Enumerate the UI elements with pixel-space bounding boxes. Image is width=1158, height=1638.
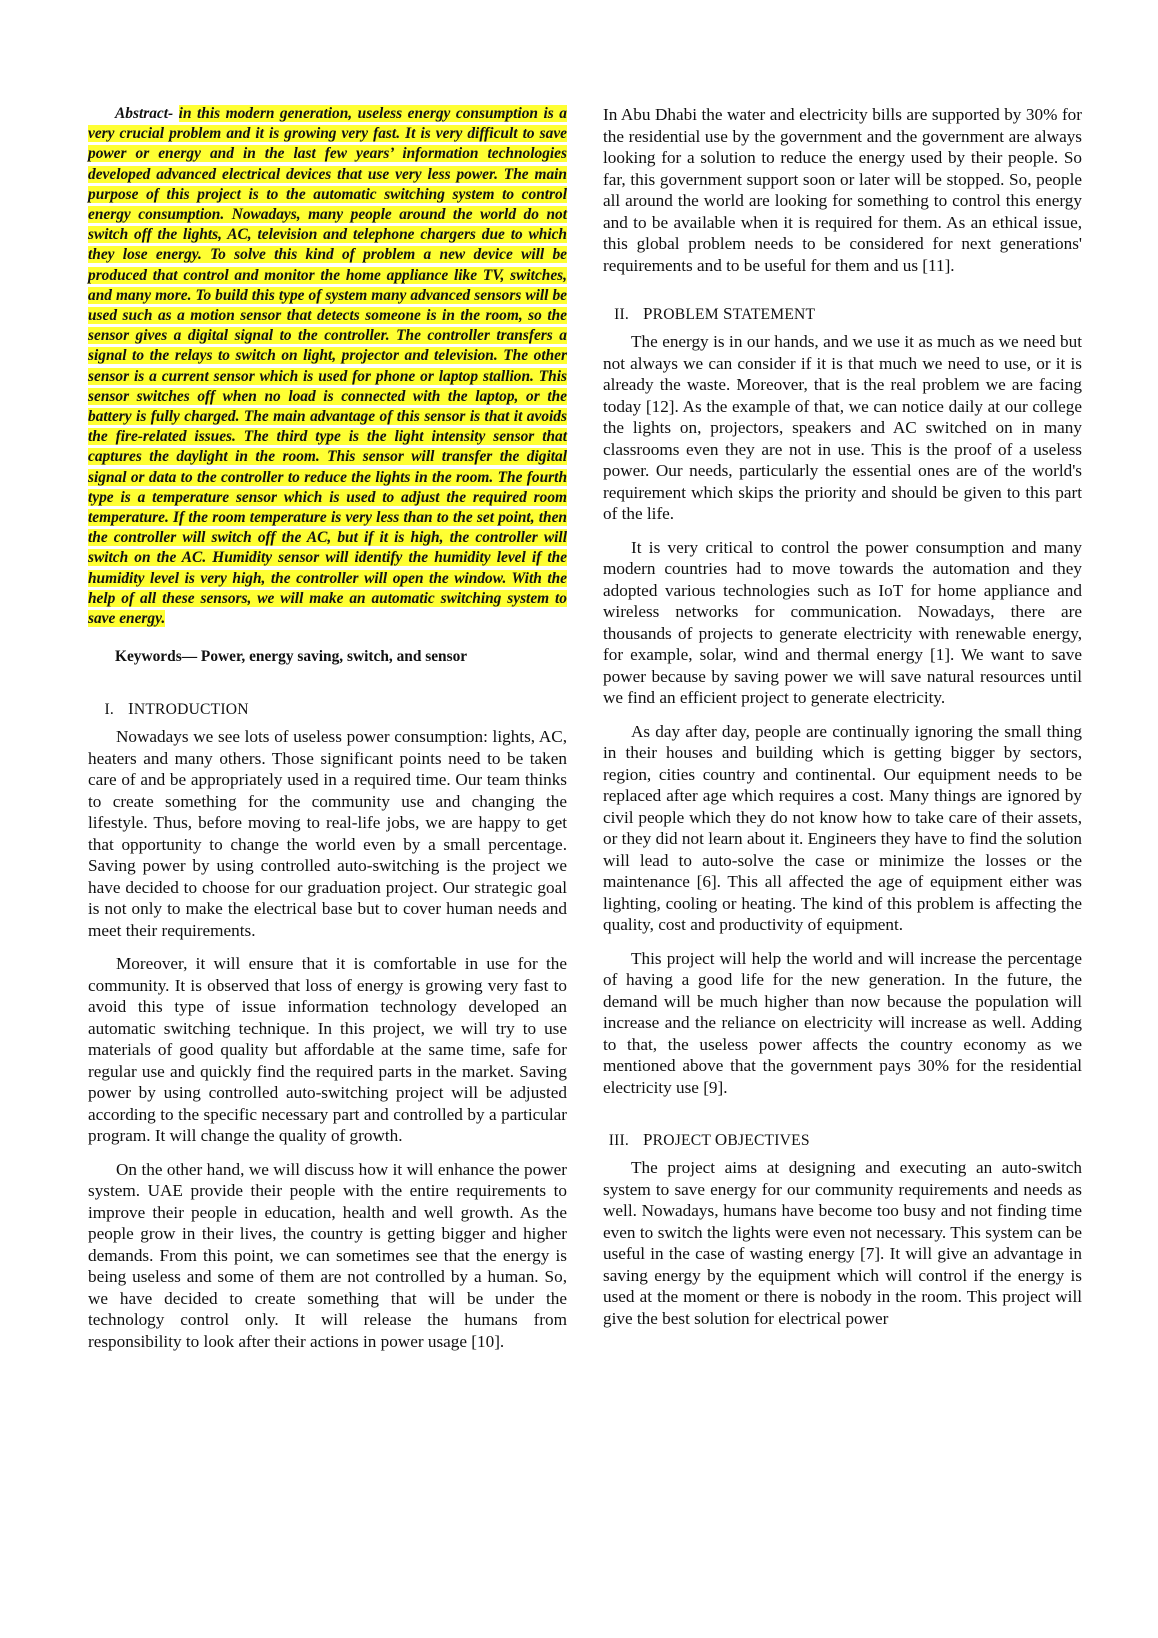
section-number: I.: [104, 701, 114, 719]
section-heading-problem-statement: II. PROBLEM STATEMENT: [603, 304, 1082, 325]
abstract: [88, 104, 567, 629]
section-heading-project-objectives: III. PROJECT OBJECTIVES: [603, 1130, 1082, 1151]
paragraph: Moreover, it will ensure that it is comfortable in use for the community. It is observed that loss of energy is growing very fast to avoid this type of issue information technology developed an automatic switching technique. In this project, we will try to use materials of good quality but affordable at the same time, safe for regular use and quickly find the required parts in the market. Saving power by using controlled auto-switching project will be adjusted according to the specific necessary part and controlled by a particular program. It will change the quality of growth.: [88, 954, 567, 1146]
paragraph: On the other hand, we will discuss how it will enhance the power system. UAE provide their people with the entire requirements to improve their people in education, health and well growth. As the people grow in their lives, the country is getting bigger and higher demands. From this point, we can sometimes see that the energy is being useless and some of them are not controlled by a human. So, we have decided to create something that will be under the technology control only. It will release the humans from responsibility to look after their actions in power usage [10].: [88, 1159, 567, 1351]
paragraph: Nowadays we see lots of useless power consumption: lights, AC, heaters and many others. Those significant points need to be taken care of and be appropriately used in a required time. Our team thinks to create something for the community use and changing the lifestyle. Thus, before moving to real-life jobs, we are happy to get that opportunity to change the world even by a small percentage. Saving power by using controlled auto-switching is the project we have decided to choose for our graduation project. Our strategic goal is not only to make the electrical base but to cover human needs and meet their requirements.: [88, 727, 567, 940]
section-number: III.: [608, 1132, 629, 1149]
paragraph: This project will help the world and will increase the percentage of having a good life for the new generation. In the future, the demand will be much higher than now because the population will increase and the reliance on electricity will increase as well. Adding to that, the useless power affects the country economy as we mentioned above that the government pays 30% for the residential electricity use [9].: [603, 948, 1082, 1097]
left-column: [88, 104, 567, 1364]
section-heading-introduction: I. INTRODUCTION: [88, 699, 567, 720]
paragraph: The project aims at designing and executing an auto-switch system to save energy for our community requirements and needs as well. Nowadays, humans have become too busy and not finding time even to switch the lights were even not necessary. This system can be useful in the case of wasting energy [7]. It will give an advantage in saving energy by the equipment which will control if the energy is used at the moment or there is nobody in the room. This project will give the best solution for electrical power: [603, 1158, 1082, 1328]
paragraph: In Abu Dhabi the water and electricity bills are supported by 30% for the residential use by the government and the government are always looking for a solution to reduce the energy used by their people. So far, this government support soon or later will be stopped. So, people all around the world are looking for something to control this energy and to be available when it is required for them. As an ethical issue, this global problem needs to be considered for next generations' requirements and to be useful for them and us [11].: [603, 105, 1082, 275]
paragraph: The energy is in our hands, and we use it as much as we need but not always we can consider if it is that much we need to use, or it is already the waste. Moreover, that is the real problem we are facing today [12]. As the example of that, we can notice daily at our college the lights on, projectors, speakers and AC switched on in many classrooms even they are not in use. This is the proof of a useless power. Our needs, particularly the essential ones are of the world's requirement which skips the priority and should be given to this part of the life.: [603, 332, 1082, 523]
right-column: [603, 104, 1082, 1341]
abstract-label: Abstract-: [115, 105, 174, 122]
section-number: II.: [614, 306, 629, 323]
abstract-text: in this modern generation, useless energy consumption is a very crucial problem and it is growing very fast. It is very difficult to save power or energy and in the last few years’ information technologies developed advanced electrical devices that use very less power. The main purpose of this project is to the automatic switching system to control energy consumption. Nowadays, many people around the world do not switch off the lights, AC, television and telephone chargers due to which they lose energy. To solve this kind of problem a new device will be produced that control and monitor the home appliance like TV, switches, and many more. To build this type of system many advanced sensors will be used such as a motion sensor that detects someone is in the room, so the sensor gives a digital signal to the controller. The controller transfers a signal to the relays to switch on light, projector and television. The other sensor is a current sensor which is used for phone or laptop stallion. This sensor switches off when no load is connected with the laptop, or the battery is fully charged. The main advantage of this sensor is that it avoids the fire-related issues. The third type is the light intensity sensor that captures the daylight in the room. This sensor will transfer the digital signal or data to the controller to reduce the lights in the room. The fourth type is a temperature sensor which is used to adjust the required room temperature. If the room temperature is very less than to the set point, then the controller will switch off the AC, but if it is high, the controller will switch on the AC. Humidity sensor will identify the humidity level if the humidity level is very high, the controller will open the window. With the help of all these sensors, we will make an automatic switching system to save energy.: [88, 105, 567, 628]
keywords: Keywords— Power, energy saving, switch, and sensor: [115, 648, 468, 666]
paragraph: As day after day, people are continually ignoring the small thing in their houses and building which is getting bigger by sectors, region, cities country and continental. Our equipment needs to be replaced after age which requires a cost. Many things are ignored by civil people which they do not know how to take care of their assets, or they did not learn about it. Engineers they have to find the solution will lead to auto-solve the case or minimize the losses or the maintenance [6]. This all affected the age of equipment either was lighting, cooling or heating. The kind of this problem is affecting the quality, cost and productivity of equipment.: [603, 721, 1082, 934]
paragraph: It is very critical to control the power consumption and many modern countries had to move towards the automation and they adopted various technologies such as IoT for home appliance and wireless networks for communication. Nowadays, there are thousands of projects to generate electricity with renewable energy, for example, solar, wind and thermal energy [1]. We want to save power because by saving power we will save natural resources until we find an efficient project to generate electricity.: [603, 537, 1082, 707]
